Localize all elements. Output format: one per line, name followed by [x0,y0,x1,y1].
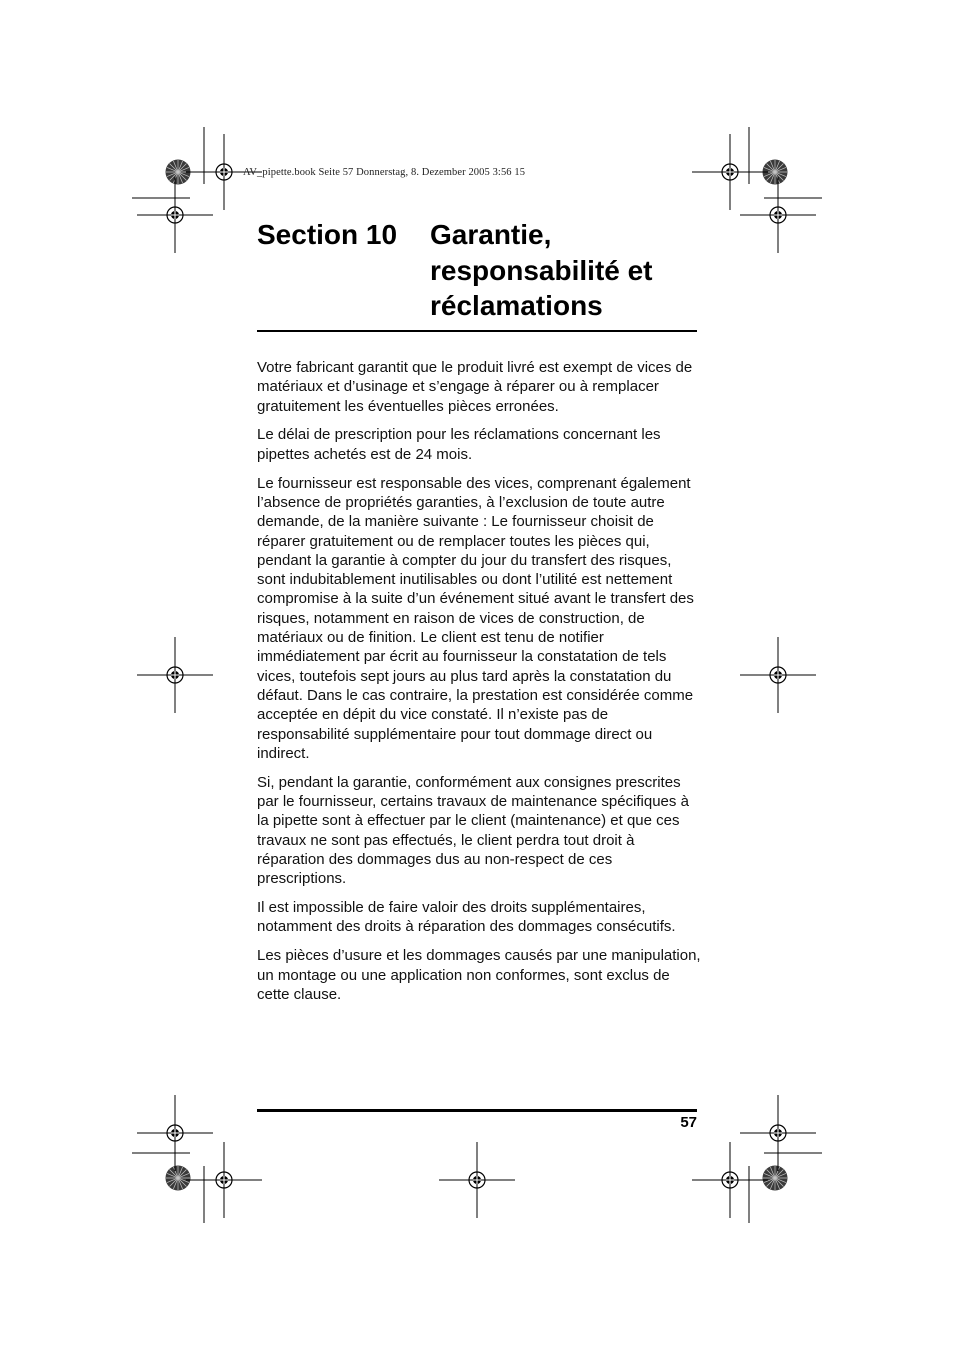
page-number: 57 [680,1114,697,1131]
print-slug-line: AV_pipette.book Seite 57 Donnerstag, 8. Dezember 2005 3:56 15 [243,167,526,178]
body-text [257,358,702,1014]
paragraph-supplier-liability: Le fournisseur est responsable des vices, comprenant également l’absence de propriétés garanties, à l’exclusion de toute autre demande, de la manière suivante : Le fournisseur choisit de réparer gratuitement ou de remplacer toutes les pièces qui, pendant la garantie à compter du jour du transfert des risques, sont indubitablement inutilisables ou dont l’utilité est nettement compromise à la suite d’un événement situé avant le transfert des risques, notamment en raison de vices de construction, de matériaux ou de finition. Le client est tenu de notifier immédiatement par écrit au fournisseur la constatation de tels vices, toutefois sept jours au plus tard après la constatation du défaut. Dans le cas contraire, la prestation est considérée comme acceptée en dépit du vice constaté. Il n’existe pas de responsabilité supplémentaire pour tout dommage direct ou indirect. [257,474,694,762]
paragraph-limitation-period: Le délai de prescription pour les réclamations concernant les pipettes achetés est de 24 mois. [257,426,661,463]
paragraph-wear-parts: Les pièces d’usure et les dommages causés par une manipulation, un montage ou une application non conformes, sont exclus de cette clause. [257,947,701,1003]
section-title: Garantie, responsabilité et réclamations [430,219,653,321]
heading-rule [257,330,697,332]
section-number: Section 10 [257,219,398,250]
paragraph-maintenance: Si, pendant la garantie, conformément aux consignes prescrites par le fournisseur, certains travaux de maintenance spécifiques à la pipette sont à effectuer par le client (maintenance) et que ces travaux ne sont pas effectués, le client perdra tout droit à réparation des dommages dus au non-respect de ces prescriptions. [257,773,689,888]
paragraph-warranty: Votre fabricant garantit que le produit livré est exempt de vices de matériaux et d’usinage et s’engage à réparer ou à remplacer gratuitement les éventuelles pièces erronées. [257,359,693,415]
paragraph-additional-claims: Il est impossible de faire valoir des droits supplémentaires, notamment des droits à réparation des dommages consécutifs. [257,899,676,936]
footer-rule [257,1109,697,1112]
